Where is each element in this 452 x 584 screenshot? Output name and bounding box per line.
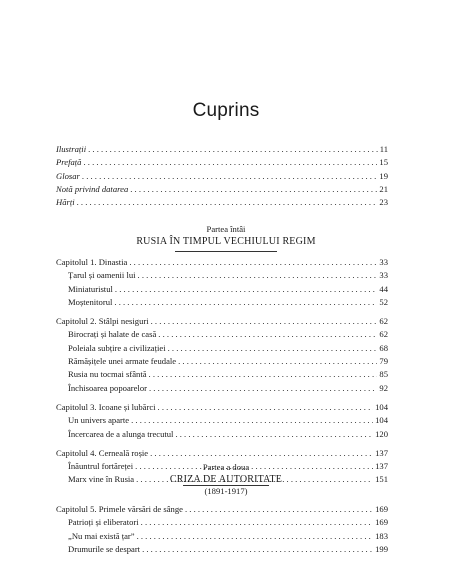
leader-dots (129, 256, 377, 269)
section-entry (56, 296, 388, 309)
leader-dots (158, 328, 377, 341)
leader-dots (150, 447, 373, 460)
section-page: 85 (379, 369, 388, 380)
leader-dots (114, 296, 377, 309)
section-entry (56, 543, 388, 556)
front-matter-list (56, 143, 388, 209)
chapter-label: Capitolul 2. Stâlpi nesiguri (56, 316, 149, 327)
section-entry (56, 269, 388, 282)
section-label: Poleiala subțire a civilizației (68, 342, 166, 353)
section-page: 79 (379, 356, 388, 367)
leader-dots (185, 503, 373, 516)
section-label: Miniaturistul (68, 283, 113, 294)
section-label: Rusia nu tocmai sfântă (68, 369, 147, 380)
toc-entry-page: 15 (379, 157, 388, 168)
section-label: Țarul și oamenii lui (68, 270, 136, 281)
toc-entry (56, 183, 388, 196)
part-label: Partea a doua (202, 462, 250, 472)
section-page: 52 (379, 296, 388, 307)
section-entry (56, 530, 388, 543)
chapter-entry (56, 401, 388, 414)
toc-entry (56, 170, 388, 183)
section-page: 33 (379, 270, 388, 281)
section-label: Birocrați și halate de casă (68, 329, 157, 340)
toc-entry (56, 196, 388, 209)
leader-dots (83, 156, 377, 169)
chapter-page: 169 (375, 504, 388, 514)
toc-entry-page: 21 (379, 183, 388, 194)
chapter-label: Capitolul 5. Primele vărsări de sânge (56, 504, 183, 514)
chapter-label: Capitolul 1. Dinastia (56, 257, 128, 267)
toc-entry (56, 143, 388, 156)
toc-entry-page: 23 (379, 197, 388, 208)
section-entry (56, 516, 388, 529)
part-dates: (1891-1917) (204, 486, 248, 496)
section-page: 104 (375, 415, 388, 426)
chapter-page: 62 (379, 316, 388, 327)
section-page: 151 (375, 474, 388, 485)
toc-entry-page: 11 (379, 144, 388, 154)
part-title: CRIZA DE AUTORITATE (169, 474, 283, 485)
section-entry (56, 283, 388, 296)
section-entry (56, 368, 388, 381)
chapter-label: Capitolul 3. Icoane și lubărci (56, 401, 156, 412)
leader-dots (137, 530, 374, 543)
section-page: 199 (375, 543, 388, 554)
section-page: 120 (375, 428, 388, 439)
section-label: Drumurile se despart (68, 543, 141, 554)
section-page: 62 (379, 329, 388, 340)
chapter-entry (56, 256, 388, 269)
section-page: 68 (379, 342, 388, 353)
section-label: Înăuntrul fortăreței (68, 461, 134, 472)
section-entry (56, 428, 388, 441)
section-entry (56, 342, 388, 355)
part-one-list (56, 256, 388, 487)
toc-entry-label: Prefață (56, 157, 82, 168)
leader-dots (88, 143, 378, 156)
section-label: „Nu mai există țar” (68, 530, 135, 541)
toc-entry-label: Ilustrații (56, 144, 87, 154)
section-label: Moștenitorul (68, 296, 113, 307)
chapter-page: 33 (379, 257, 388, 267)
leader-dots (138, 269, 378, 282)
chapter-entry (56, 503, 388, 516)
section-label: Marx vine în Rusia (68, 474, 135, 485)
section-entry (56, 382, 388, 395)
leader-dots (115, 283, 378, 296)
chapter-entry (56, 447, 388, 460)
leader-dots (175, 428, 373, 441)
leader-dots (178, 355, 377, 368)
toc-entry-label: Hărți (56, 197, 75, 208)
part-two-list (56, 503, 388, 556)
section-label: Un univers aparte (68, 415, 130, 426)
divider (183, 485, 269, 486)
chapter-label: Capitolul 4. Cerneală roșie (56, 447, 149, 458)
part-two-heading (0, 462, 452, 497)
leader-dots (82, 170, 378, 183)
section-page: 137 (375, 461, 388, 472)
part-title: RUSIA ÎN TIMPUL VECHIULUI REGIM (136, 236, 316, 247)
toc-entry-label: Glosar (56, 170, 80, 181)
section-label: Încercarea de a alunga trecutul (68, 428, 174, 439)
section-page: 92 (379, 382, 388, 393)
section-page: 183 (375, 530, 388, 541)
section-label: Închisoarea popoarelor (68, 382, 147, 393)
chapter-page: 104 (375, 401, 388, 412)
divider (175, 251, 277, 252)
leader-dots (130, 183, 377, 196)
leader-dots (158, 401, 374, 414)
toc-entry-page: 19 (379, 170, 388, 181)
section-entry (56, 328, 388, 341)
part-label: Partea întâi (206, 224, 246, 234)
leader-dots (77, 196, 378, 209)
section-label: Rămășițele unei armate feudale (68, 356, 177, 367)
section-label: Patrioți și eliberatori (68, 517, 139, 528)
leader-dots (141, 516, 373, 529)
leader-dots (168, 342, 378, 355)
section-entry (56, 355, 388, 368)
toc-entry (56, 156, 388, 169)
leader-dots (149, 368, 378, 381)
leader-dots (142, 543, 373, 556)
chapter-entry (56, 315, 388, 328)
section-page: 44 (379, 283, 388, 294)
leader-dots (151, 315, 378, 328)
toc-entry-label: Notă privind datarea (56, 183, 129, 194)
page-title: Cuprins (192, 100, 260, 121)
leader-dots (149, 382, 377, 395)
section-page: 169 (375, 517, 388, 528)
leader-dots (131, 414, 373, 427)
section-entry (56, 414, 388, 427)
chapter-page: 137 (375, 447, 388, 458)
part-one-heading (0, 224, 452, 248)
